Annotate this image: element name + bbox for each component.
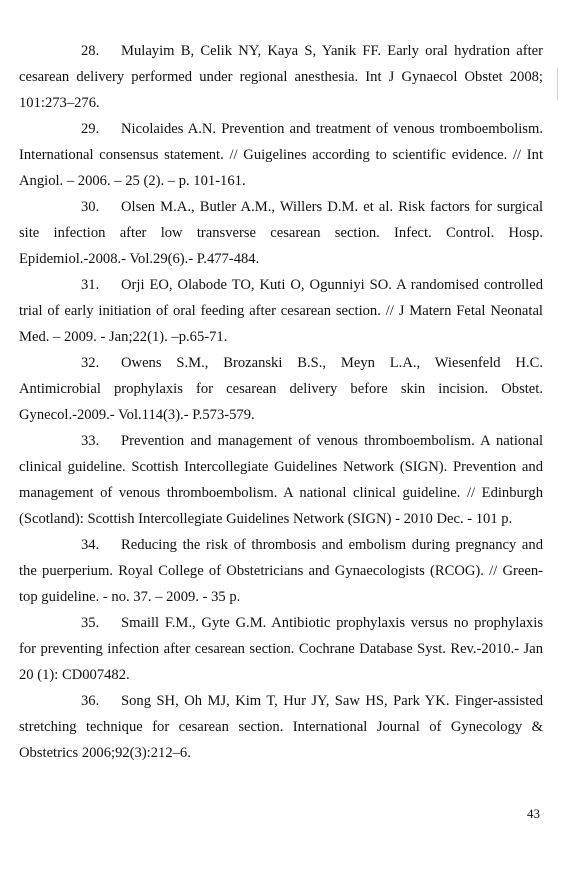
reference-number: 28. [81, 43, 100, 59]
reference-item [19, 428, 543, 532]
reference-number: 29. [81, 121, 100, 137]
reference-item [19, 350, 543, 428]
reference-item [19, 194, 543, 272]
reference-text: Nicolaides A.N. Prevention and treatment of venous tromboembolism. International consensus statement. // Guigelines according to scientific evidence. // Int Angiol. – 2006. – 25 (2). – p. 101-161. [19, 121, 543, 189]
reference-text: Prevention and management of venous thromboembolism. A national clinical guideline. Scottish Intercollegiate Guidelines Network (SIGN). Prevention and management of venous thromboembolism. A national clinical guideline. // Edinburgh (Scotland): Scottish Intercollegiate Guidelines Network (SIGN) - 2010 Dec. - 101 p. [19, 433, 543, 527]
reference-text: Olsen M.A., Butler A.M., Willers D.M. et al. Risk factors for surgical site infection after low transverse cesarean section. Infect. Control. Hosp. Epidemiol.-2008.- Vol.29(6).- P.477-484. [19, 199, 543, 267]
scan-artifact-line [557, 68, 558, 100]
reference-item [19, 272, 543, 350]
reference-item [19, 116, 543, 194]
reference-text: Smaill F.M., Gyte G.M. Antibiotic prophylaxis versus no prophylaxis for preventing infection after cesarean section. Cochrane Database Syst. Rev.-2010.- Jan 20 (1): CD007482. [19, 615, 543, 683]
reference-text: Owens S.M., Brozanski B.S., Meyn L.A., Wiesenfeld H.C. Antimicrobial prophylaxis for cesarean delivery before skin incision. Obstet. Gynecol.-2009.- Vol.114(3).- P.573-579. [19, 355, 543, 423]
reference-number: 32. [81, 355, 100, 371]
reference-number: 31. [81, 277, 100, 293]
reference-text: Song SH, Oh MJ, Kim T, Hur JY, Saw HS, Park YK. Finger-assisted stretching technique for cesarean section. International Journal of Gynecology & Obstetrics 2006;92(3):212–6. [19, 693, 543, 761]
reference-number: 35. [81, 615, 100, 631]
reference-number: 30. [81, 199, 100, 215]
reference-number: 36. [81, 693, 100, 709]
reference-item [19, 38, 543, 116]
reference-text: Orji EO, Olabode TO, Kuti O, Ogunniyi SO. A randomised controlled trial of early initiation of oral feeding after cesarean section. // J Matern Fetal Neonatal Med. – 2009. - Jan;22(1). –p.65-71. [19, 277, 543, 345]
reference-item [19, 532, 543, 610]
reference-number: 33. [81, 433, 100, 449]
reference-item [19, 610, 543, 688]
reference-item [19, 688, 543, 766]
reference-text: Mulayim B, Celik NY, Kaya S, Yanik FF. Early oral hydration after cesarean delivery performed under regional anesthesia. Int J Gynaecol Obstet 2008; 101:273–276. [19, 43, 543, 111]
reference-number: 34. [81, 537, 100, 553]
page-number: 43 [527, 806, 540, 821]
reference-list [19, 38, 543, 766]
reference-text: Reducing the risk of thrombosis and embolism during pregnancy and the puerperium. Royal College of Obstetricians and Gynaecologists (RCOG). // Green-top guideline. - no. 37. – 2009. - 35 p. [19, 537, 543, 605]
